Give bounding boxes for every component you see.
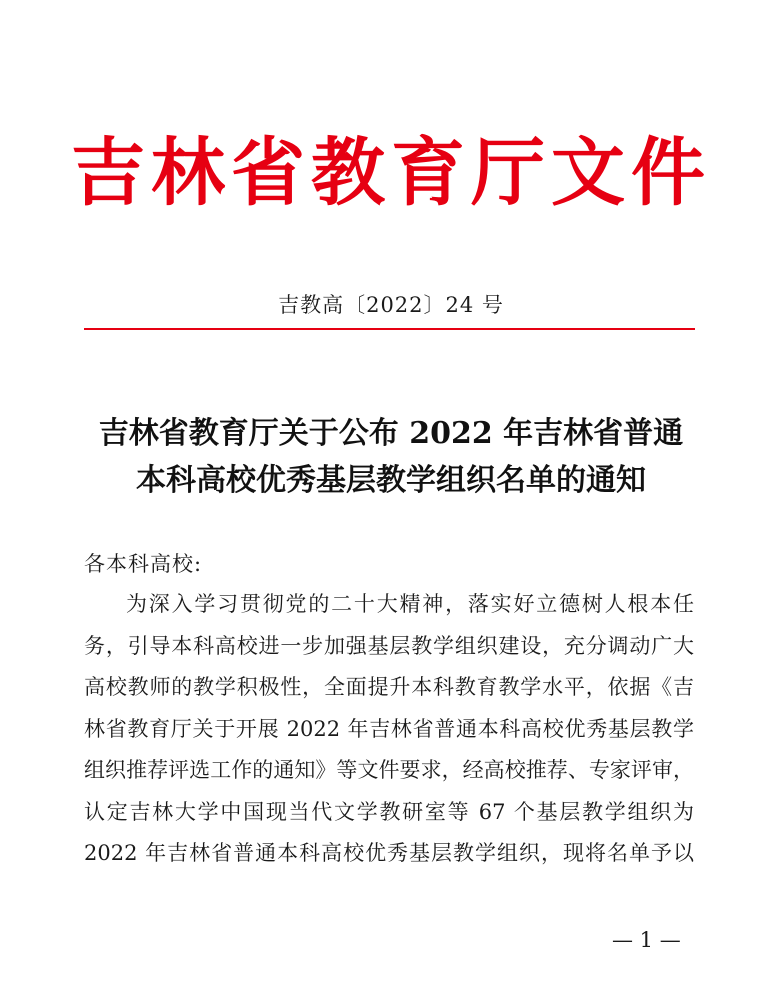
notice-title-line-1: 吉林省教育厅关于公布 2022 年吉林省普通 [98, 416, 684, 451]
body-line: 2022 年吉林省普通本科高校优秀基层教学组织，现将名单予以 [84, 841, 694, 865]
body-line: 高校教师的教学积极性，全面提升本科教育教学水平，依据《吉 [84, 675, 694, 699]
body-text [84, 584, 704, 875]
body-line: 组织推荐评选工作的通知》等文件要求，经高校推荐、专家评审， [84, 758, 694, 782]
body-line: 林省教育厅关于开展 2022 年吉林省普通本科高校优秀基层教学 [84, 716, 694, 741]
red-divider-line [84, 328, 695, 330]
body-line: 为深入学习贯彻党的二十大精神，落实好立德树人根本任 [126, 592, 694, 616]
page-number: — 1 — [612, 928, 681, 952]
notice-title [0, 410, 782, 504]
body-line: 务，引导本科高校进一步加强基层教学组织建设，充分调动广大 [84, 633, 694, 658]
body-line: 认定吉林大学中国现当代文学教研室等 67 个基层教学组织为 [84, 799, 694, 824]
masthead-title: 吉林省教育厅文件 [71, 130, 711, 216]
document-number: 吉教高〔2022〕24 号 [278, 293, 504, 317]
notice-title-line-2: 本科高校优秀基层教学组织名单的通知 [136, 463, 646, 498]
salutation: 各本科高校: [84, 552, 203, 576]
